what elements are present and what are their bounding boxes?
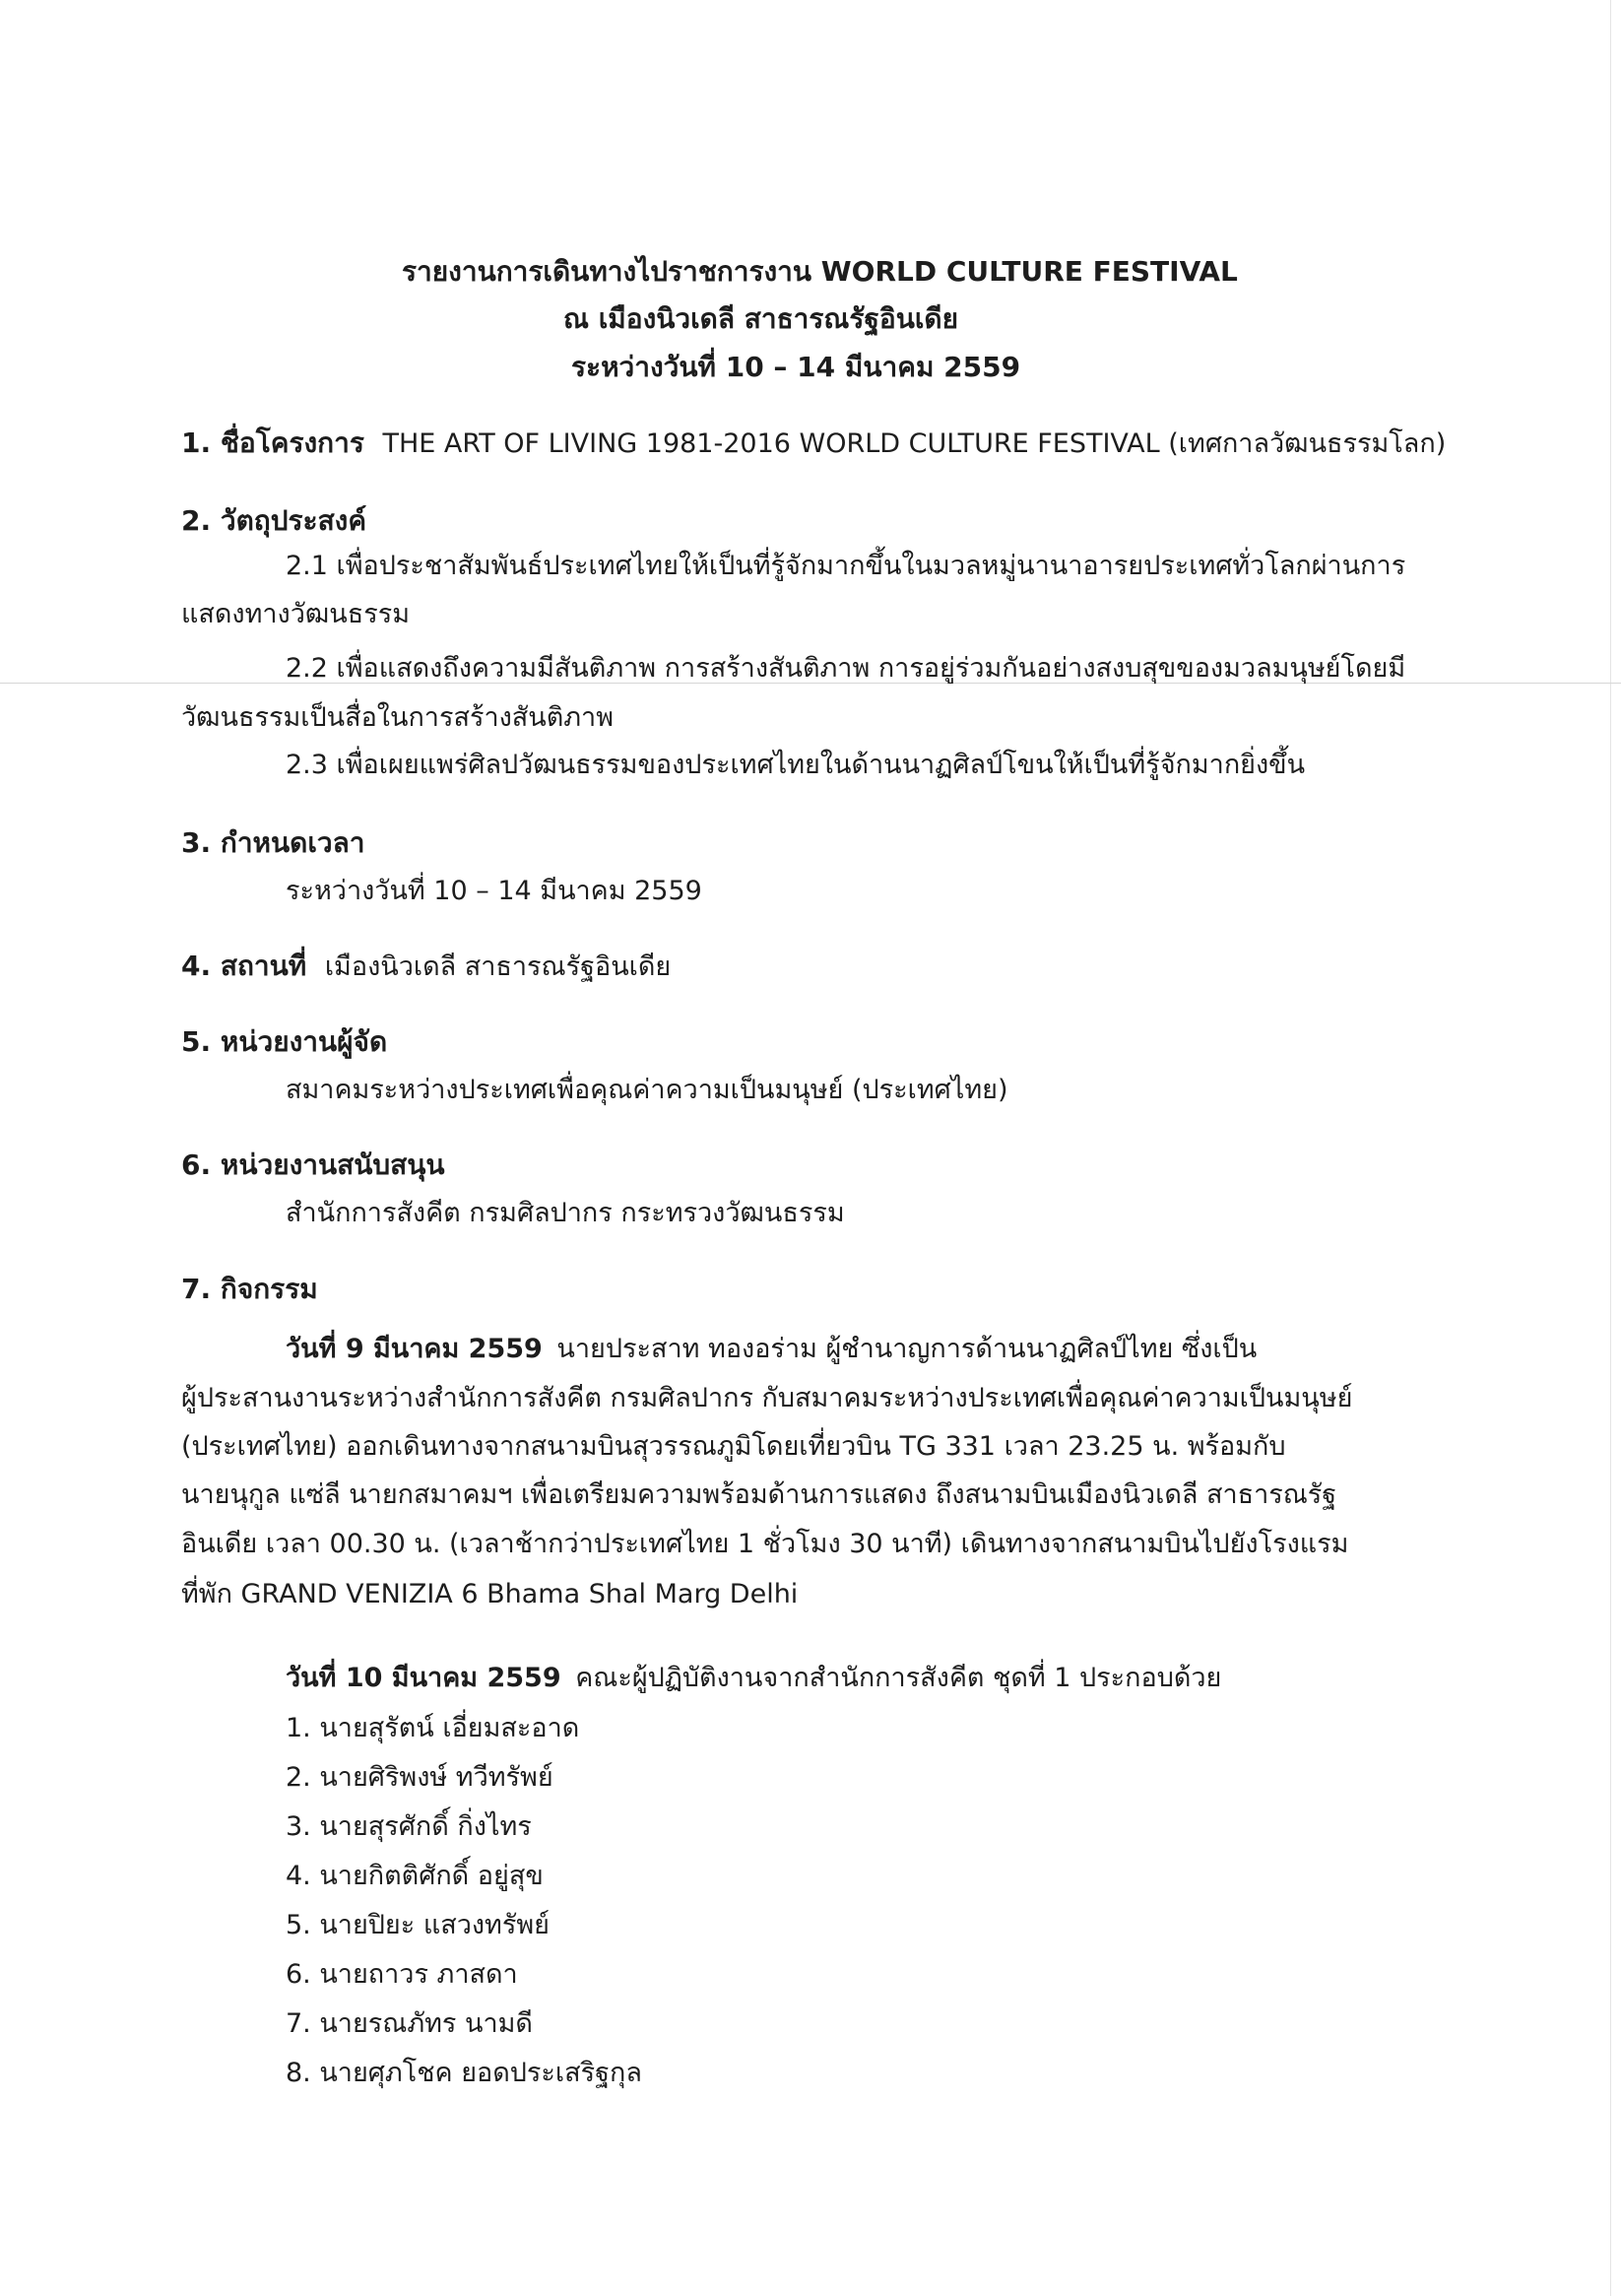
objective-2-1-a: 2.1 เพื่อประชาสัมพันธ์ประเทศไทยให้เป็นที่รู้จักมากขึ้นในมวลหมู่นานาอารยประเทศทั่วโลกผ่านการ xyxy=(286,551,1406,581)
title-line-1: รายงานการเดินทางไปราชการงาน WORLD CULTURE FESTIVAL xyxy=(402,255,1238,288)
title-line-2: ณ เมืองนิวเดลี สาธารณรัฐอินเดีย xyxy=(563,302,959,335)
member-item: 4. นายกิตติศักดิ์ อยู่สุข xyxy=(286,1861,544,1891)
section-1-label: 1. ชื่อโครงการ xyxy=(181,426,364,459)
day-1-line-1 xyxy=(286,1332,1257,1367)
section-1-text: THE ART OF LIVING 1981-2016 WORLD CULTURE FESTIVAL (เทศกาลวัฒนธรรมโลก) xyxy=(382,428,1447,459)
section-5-label: 5. หน่วยงานผู้จัด xyxy=(181,1025,388,1058)
objective-2-2-b: วัฒนธรรมเป็นสื่อในการสร้างสันติภาพ xyxy=(181,702,615,733)
section-6-text: สำนักการสังคีต กรมศิลปากร กระทรวงวัฒนธรรม xyxy=(286,1198,845,1228)
day-1-line-3: (ประเทศไทย) ออกเดินทางจากสนามบินสุวรรณภูมิโดยเที่ยวบิน TG 331 เวลา 23.25 น. พร้อมกับ xyxy=(181,1431,1286,1462)
member-item: 7. นายรณภัทร นามดี xyxy=(286,2008,533,2039)
section-7-label: 7. กิจกรรม xyxy=(181,1273,318,1305)
member-item: 2. นายศิริพงษ์ ทวีทรัพย์ xyxy=(286,1762,553,1793)
member-item: 3. นายสุรศักดิ์ กิ่งไทร xyxy=(286,1811,532,1842)
section-5-text: สมาคมระหว่างประเทศเพื่อคุณค่าความเป็นมนุษย์ (ประเทศไทย) xyxy=(286,1075,1008,1105)
section-3-label: 3. กำหนดเวลา xyxy=(181,826,365,859)
section-4-text: เมืองนิวเดลี สาธารณรัฐอินเดีย xyxy=(324,951,672,982)
section-2-label: 2. วัตถุประสงค์ xyxy=(181,504,367,537)
objective-2-3: 2.3 เพื่อเผยแพร่ศิลปวัฒนธรรมของประเทศไทยในด้านนาฏศิลป์โขนให้เป็นที่รู้จักมากยิ่งขึ้น xyxy=(286,750,1306,780)
day-2-text: คณะผู้ปฏิบัติงานจากสำนักการสังคีต ชุดที่ 1 ประกอบด้วย xyxy=(575,1663,1222,1693)
member-item: 5. นายปิยะ แสวงทรัพย์ xyxy=(286,1910,550,1940)
day-2-line-1 xyxy=(286,1661,1221,1696)
scan-edge xyxy=(1610,0,1611,2296)
section-4-label: 4. สถานที่ xyxy=(181,950,307,982)
member-item: 6. นายถาวร ภาสดา xyxy=(286,1959,518,1990)
day-2-date: วันที่ 10 มีนาคม 2559 xyxy=(286,1663,561,1693)
day-1-line-4: นายนุกูล แซ่ลี นายกสมาคมฯ เพื่อเตรียมความพร้อมด้านการแสดง ถึงสนามบินเมืองนิวเดลี สาธารณรัฐ xyxy=(181,1479,1337,1510)
day-1-line-6: ที่พัก GRAND VENIZIA 6 Bhama Shal Marg Delhi xyxy=(181,1579,799,1609)
day-1-text: นายประสาท ทองอร่าม ผู้ชำนาญการด้านนาฏศิลป์ไทย ซึ่งเป็น xyxy=(556,1334,1258,1364)
day-1-line-2: ผู้ประสานงานระหว่างสำนักการสังคีต กรมศิลปากร กับสมาคมระหว่างประเทศเพื่อคุณค่าความเป็นมนุษย์ xyxy=(181,1383,1353,1413)
day-1-line-5: อินเดีย เวลา 00.30 น. (เวลาช้ากว่าประเทศไทย 1 ชั่วโมง 30 นาที) เดินทางจากสนามบินไปยังโรงแรม xyxy=(181,1529,1349,1559)
title-line-3: ระหว่างวันที่ 10 – 14 มีนาคม 2559 xyxy=(571,351,1021,383)
member-item: 8. นายศุภโชค ยอดประเสริฐกุล xyxy=(286,2058,642,2088)
section-1 xyxy=(181,426,1446,462)
member-item: 1. นายสุรัตน์ เอี่ยมสะอาด xyxy=(286,1713,580,1743)
section-6-label: 6. หน่วยงานสนับสนุน xyxy=(181,1148,445,1181)
day-1-date: วันที่ 9 มีนาคม 2559 xyxy=(286,1334,543,1364)
section-4 xyxy=(181,949,671,985)
objective-2-1-b: แสดงทางวัฒนธรรม xyxy=(181,599,411,629)
section-3-text: ระหว่างวันที่ 10 – 14 มีนาคม 2559 xyxy=(286,876,702,906)
objective-2-2-a: 2.2 เพื่อแสดงถึงความมีสันติภาพ การสร้างสันติภาพ การอยู่ร่วมกันอย่างสงบสุขของมวลมนุษย์โดยมี xyxy=(286,653,1406,684)
